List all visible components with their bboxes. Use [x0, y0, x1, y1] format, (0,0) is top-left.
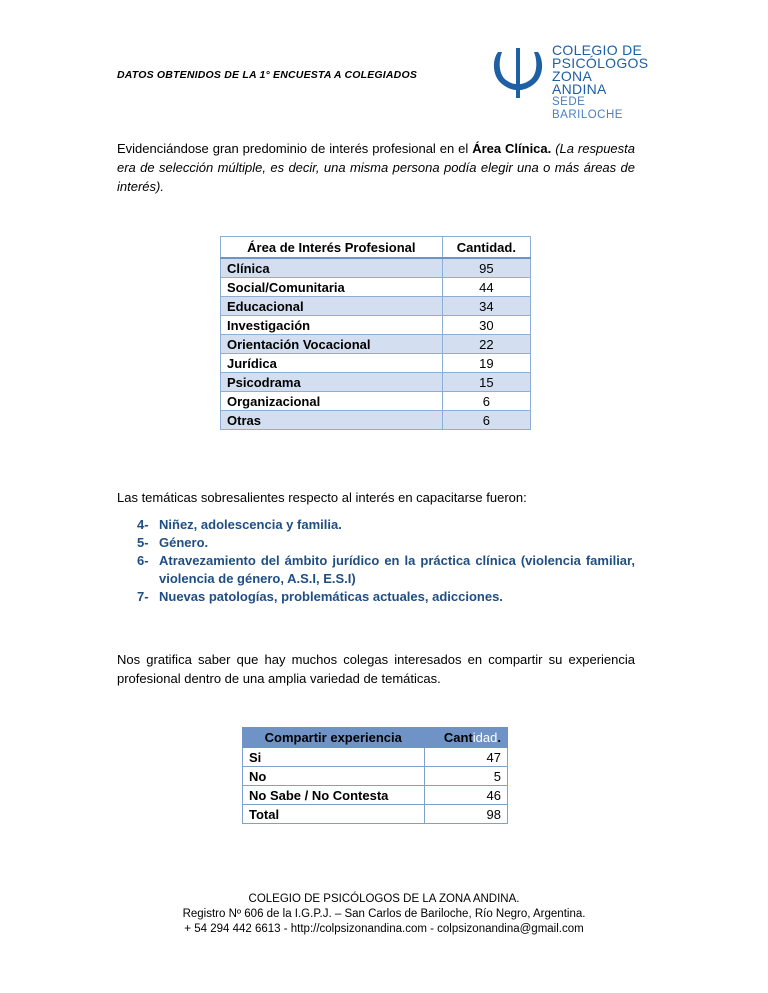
compartir-experiencia-table — [242, 727, 508, 824]
logo-line-3: ZONA ANDINA — [552, 68, 607, 97]
table2-cell-name: No Sabe / No Contesta — [243, 786, 425, 805]
list-item-text: Niñez, adolescencia y familia. — [159, 517, 342, 532]
intro-italic: (La respuesta era de selección múltiple, es decir, una misma persona podía elegir una o más áreas de interés). — [117, 141, 635, 194]
list-item-number: 7- — [137, 589, 149, 604]
list-item-text: Género. — [159, 535, 209, 550]
intro-lead: Evidenciándose gran predominio de interés profesional en el — [117, 141, 473, 156]
table-row — [243, 786, 508, 805]
table1-cell-name: Organizacional — [221, 392, 443, 411]
logo-line-4: SEDE BARILOCHE — [552, 96, 623, 121]
table1-cell-name: Otras — [221, 411, 443, 430]
list-item — [137, 534, 635, 552]
interest-area-table — [220, 236, 531, 430]
table1-cell-name: Investigación — [221, 316, 443, 335]
list-item — [137, 516, 635, 534]
table2-header-count-end: . — [497, 730, 501, 745]
table-row — [221, 258, 531, 278]
logo-line-2: PSICÓLOGOS — [552, 55, 649, 71]
table-row — [221, 335, 531, 354]
tematicas-intro: Las temáticas sobresalientes respecto al interés en capacitarse fueron: — [117, 490, 527, 505]
list-item-number: 6- — [137, 553, 149, 568]
table2-cell-name: No — [243, 767, 425, 786]
table2-header-count — [424, 728, 507, 748]
list-item-number: 4- — [137, 517, 149, 532]
footer-line-3: + 54 294 442 6613 - http://colpsizonandina.com - colpsizonandina@gmail.com — [184, 923, 584, 935]
table1-cell-value: 6 — [442, 392, 530, 411]
table2-header-count-bold: Cant — [443, 730, 473, 745]
list-item-number: 5- — [137, 535, 149, 550]
table1-cell-value: 95 — [442, 258, 530, 278]
table2-cell-value: 98 — [424, 805, 507, 824]
table2-cell-value: 46 — [424, 786, 507, 805]
table2-cell-name: Si — [243, 748, 425, 767]
psi-logo-icon — [488, 42, 548, 102]
logo-line-1: COLEGIO DE — [552, 42, 643, 58]
table1-cell-value: 34 — [442, 297, 530, 316]
list-item-text: Nuevas patologías, problemáticas actuales, adicciones. — [159, 589, 503, 604]
table2-header-count-light: idad — [472, 730, 498, 745]
table-row — [221, 354, 531, 373]
table-row — [243, 805, 508, 824]
table2-header-name: Compartir experiencia — [243, 728, 425, 748]
intro-paragraph — [117, 139, 635, 196]
table1-cell-name: Educacional — [221, 297, 443, 316]
table-row — [221, 373, 531, 392]
table-row — [221, 297, 531, 316]
table-row — [221, 411, 531, 430]
table2-cell-name: Total — [243, 805, 425, 824]
table-row — [221, 316, 531, 335]
compartir-paragraph: Nos gratifica saber que hay muchos colegas interesados en compartir su experiencia profesional dentro de una amplia variedad de temáticas. — [117, 652, 635, 686]
table-row — [221, 278, 531, 297]
footer-line-2: Registro Nº 606 de la I.G.P.J. – San Carlos de Bariloche, Río Negro, Argentina. — [182, 908, 586, 920]
table1-cell-value: 15 — [442, 373, 530, 392]
table-row — [221, 392, 531, 411]
table1-cell-name: Jurídica — [221, 354, 443, 373]
table2-cell-value: 47 — [424, 748, 507, 767]
page-footer — [0, 892, 768, 937]
table1-header-count: Cantidad. — [442, 237, 530, 259]
table1-cell-name: Clínica — [221, 258, 443, 278]
table1-cell-value: 30 — [442, 316, 530, 335]
tematicas-list — [137, 516, 635, 606]
intro-bold: Área Clínica. — [472, 141, 552, 156]
table1-cell-value: 44 — [442, 278, 530, 297]
table-row — [243, 767, 508, 786]
list-item — [137, 552, 635, 588]
document-header-title: DATOS OBTENIDOS DE LA 1° ENCUESTA A COLEGIADOS — [117, 69, 418, 81]
list-item — [137, 588, 635, 606]
table1-cell-value: 6 — [442, 411, 530, 430]
table-row — [243, 748, 508, 767]
table1-header-area: Área de Interés Profesional — [221, 237, 443, 259]
colegio-logo — [488, 42, 649, 121]
table1-cell-name: Psicodrama — [221, 373, 443, 392]
table2-cell-value: 5 — [424, 767, 507, 786]
table1-cell-value: 19 — [442, 354, 530, 373]
table1-cell-name: Social/Comunitaria — [221, 278, 443, 297]
list-item-text: Atravezamiento del ámbito jurídico en la práctica clínica (violencia familiar, violencia de género, A.S.I, E.S.I) — [159, 553, 635, 586]
table1-cell-name: Orientación Vocacional — [221, 335, 443, 354]
footer-line-1: COLEGIO DE PSICÓLOGOS DE LA ZONA ANDINA. — [248, 893, 520, 905]
table1-cell-value: 22 — [442, 335, 530, 354]
